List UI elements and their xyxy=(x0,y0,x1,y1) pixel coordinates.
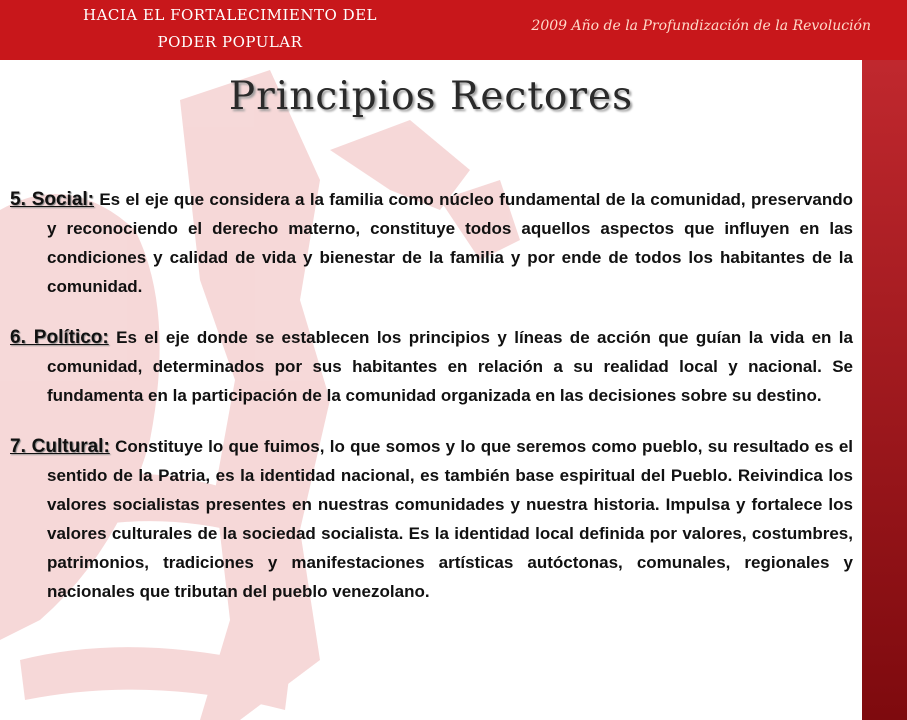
slide-title: Principios Rectores xyxy=(228,74,634,119)
principle-text: Es el eje que considera a la familia como núcleo fundamental de la comunidad, preservando y reconociendo el derecho materno, constituye todos aquellos aspectos que influyen en las condiciones y calidad de vida y bienestar de la familia y por ende de todos los habitantes de la comunidad. xyxy=(47,190,854,296)
principle-label: 7. Cultural: xyxy=(10,436,110,457)
principle-cultural xyxy=(10,432,853,606)
principle-label: 5. Social: xyxy=(10,189,95,210)
header-slogan-line2: PODER POPULAR xyxy=(157,33,303,51)
principle-text: Es el eje donde se establecen los principios y líneas de acción que guían la vida en la comunidad, determinados por sus habitantes en relación a su realidad local y nacional. Se fundamenta en la participación de la comunidad organizada en las decisiones sobre su destino. xyxy=(47,328,853,405)
header-bar xyxy=(0,0,907,60)
header-year-motto: 2009 Año de la Profundización de la Revolución xyxy=(531,18,871,34)
principle-social xyxy=(10,185,853,301)
side-ribbon xyxy=(862,60,907,720)
principle-label: 6. Político: xyxy=(10,327,109,348)
header-slogan-line1: HACIA EL FORTALECIMIENTO DEL xyxy=(82,6,378,24)
principles-list xyxy=(10,185,853,628)
principle-text: Constituye lo que fuimos, lo que somos y lo que seremos como pueblo, su resultado es el sentido de la Patria, es la identidad nacional, es también base espiritual del Pueblo. Reivindica los valores socialistas presentes en nuestras comunidades y nuestra historia. Impulsa y fortalece los valores culturales de la sociedad socialista. Es la identidad local definida por valores, costumbres, patrimonios, tradiciones y manifestaciones artísticas autóctonas, comunales, regionales y nacionales que tributan del pueblo venezolano. xyxy=(47,437,854,601)
header-slogan xyxy=(40,2,420,56)
principle-politico xyxy=(10,323,853,410)
